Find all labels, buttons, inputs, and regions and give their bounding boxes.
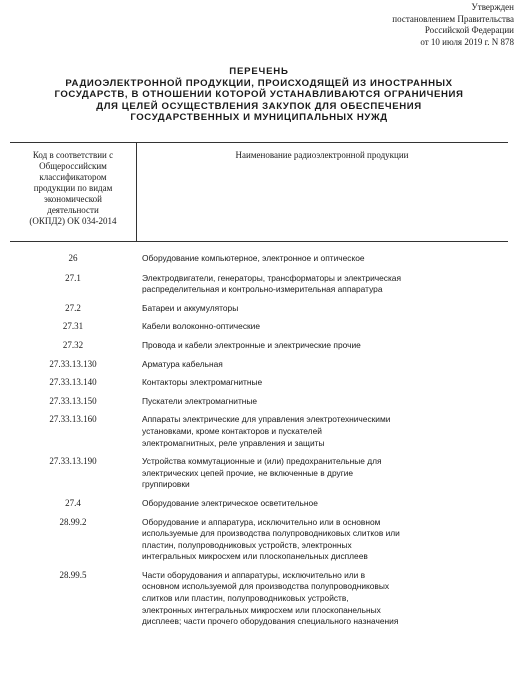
table-row: [10, 570, 508, 628]
okpd2-code: 26: [68, 253, 78, 263]
column-header-code-line: экономической: [44, 194, 102, 204]
table-row: [10, 273, 508, 296]
product-name: [136, 396, 508, 408]
product-name-line: Оборудование компьютерное, электронное и оптическое: [142, 253, 365, 263]
column-header-code-line: Общероссийским: [39, 161, 107, 171]
product-name-line: электромагнитных, реле управления и защиты: [142, 437, 325, 448]
product-name-line: используемые для производства полупроводниковых слитков или: [142, 528, 400, 539]
product-name: [136, 303, 508, 315]
product-name-line: Устройства коммутационные и (или) предохранительные для: [142, 456, 382, 467]
okpd2-code: 27.33.13.130: [49, 358, 97, 369]
table-row: [10, 340, 508, 352]
title-line: ГОСУДАРСТВ, В ОТНОШЕНИИ КОТОРОЙ УСТАНАВЛИВАЮТСЯ ОГРАНИЧЕНИЯ: [54, 89, 464, 101]
table-row: [10, 456, 508, 491]
product-name-line: установками, кроме контакторов и пускателей: [142, 425, 322, 436]
product-list: [10, 246, 508, 628]
okpd2-code: 27.31: [62, 321, 84, 332]
okpd2-code: 27.33.13.160: [49, 414, 97, 425]
column-header-code-line: Код в соответствии с: [32, 150, 114, 160]
product-name-line: группировки: [142, 479, 190, 490]
table-row: [10, 377, 508, 389]
okpd2-code: 27.33.13.190: [49, 456, 97, 467]
product-name-line: основном используемой для производства полупроводниковых: [142, 581, 390, 592]
title-main: ПЕРЕЧЕНЬ: [229, 66, 289, 77]
okpd2-code: 27.32: [62, 339, 84, 350]
product-name-line: Электродвигатели, генераторы, трансформаторы и электрическая: [142, 272, 402, 283]
title-line: ГОСУДАРСТВЕННЫХ И МУНИЦИПАЛЬНЫХ НУЖД: [130, 112, 388, 124]
product-name: [136, 517, 508, 563]
product-name-line: Арматура кабельная: [142, 358, 223, 369]
table-row: [10, 498, 508, 510]
product-name-line: распределительная и контрольно-измерительная аппаратура: [142, 284, 383, 295]
okpd2-code: 27.2: [65, 302, 81, 313]
product-name: [136, 321, 508, 333]
product-name-line: Кабели волоконно-оптические: [142, 321, 261, 332]
okpd2-code: 28.99.2: [59, 516, 87, 527]
product-name-line: Оборудование и аппаратура, исключительно или в основном: [142, 516, 381, 527]
header-bottom-rule: [10, 241, 508, 242]
product-name: [136, 414, 508, 449]
product-name: [136, 359, 508, 371]
column-header-code-line: (ОКПД2) ОК 034-2014: [29, 216, 117, 226]
product-name: [136, 377, 508, 389]
product-name: [136, 456, 508, 491]
column-header-code: [10, 150, 136, 227]
column-header-code-line: деятельности: [47, 205, 99, 215]
table-row: [10, 517, 508, 563]
product-name-line: электрических цепей прочие, не включенные в другие: [142, 467, 354, 478]
okpd2-code: 28.99.5: [59, 569, 87, 580]
approval-stamp: [314, 2, 514, 48]
product-name: [136, 340, 508, 352]
document-title: [0, 66, 518, 124]
title-line: ДЛЯ ЦЕЛЕЙ ОСУЩЕСТВЛЕНИЯ ЗАКУПОК ДЛЯ ОБЕСПЕЧЕНИЯ: [96, 100, 422, 112]
product-name-line: Провода и кабели электронные и электрические прочие: [142, 339, 361, 350]
approval-line: Утвержден: [471, 2, 514, 12]
title-line: РАДИОЭЛЕКТРОННОЙ ПРОДУКЦИИ, ПРОИСХОДЯЩЕЙ ИЗ ИНОСТРАННЫХ: [65, 77, 453, 89]
table-row: [10, 396, 508, 408]
product-name-line: интегральных микросхем или плоскопанельных дисплеев: [142, 551, 368, 562]
table-row: [10, 321, 508, 333]
table-top-rule: [10, 142, 508, 143]
product-name-line: Аппараты электрические для управления электротехническими: [142, 414, 391, 425]
approval-line: постановлением Правительства: [392, 13, 514, 24]
column-header-name: Наименование радиоэлектронной продукции: [235, 150, 409, 160]
product-name: [136, 273, 508, 296]
product-name-line: дисплеев; части прочего оборудования специального назначения: [142, 616, 399, 627]
product-name-line: слитков или пластин, полупроводниковых устройств,: [142, 593, 349, 604]
product-name: [136, 570, 508, 628]
table-row: [10, 303, 508, 315]
product-name-line: Батареи и аккумуляторы: [142, 302, 239, 313]
okpd2-code: 27.4: [65, 497, 81, 508]
product-name-line: электронных интегральных микросхем или плоскопанельных: [142, 604, 381, 615]
column-header-code-line: классификатором: [39, 172, 107, 182]
table-row: [10, 359, 508, 371]
product-name-line: Контакторы электромагнитные: [142, 377, 263, 388]
product-name-line: пластин, полупроводниковых устройств, электронных: [142, 539, 352, 550]
product-name-line: Оборудование электрическое осветительное: [142, 497, 318, 508]
product-name-line: Части оборудования и аппаратуры, исключительно или в: [142, 569, 366, 580]
table-row: [10, 253, 508, 265]
approval-line: от 10 июля 2019 г. N 878: [420, 36, 514, 47]
column-header-code-line: продукции по видам: [33, 183, 113, 193]
okpd2-code: 27.33.13.140: [49, 377, 97, 388]
okpd2-code: 27.1: [65, 272, 81, 283]
approval-line: Российской Федерации: [424, 25, 514, 35]
okpd2-code: 27.33.13.150: [49, 395, 97, 406]
product-name-line: Пускатели электромагнитные: [142, 395, 258, 406]
table-row: [10, 414, 508, 449]
product-name: [136, 253, 508, 265]
product-name: [136, 498, 508, 510]
